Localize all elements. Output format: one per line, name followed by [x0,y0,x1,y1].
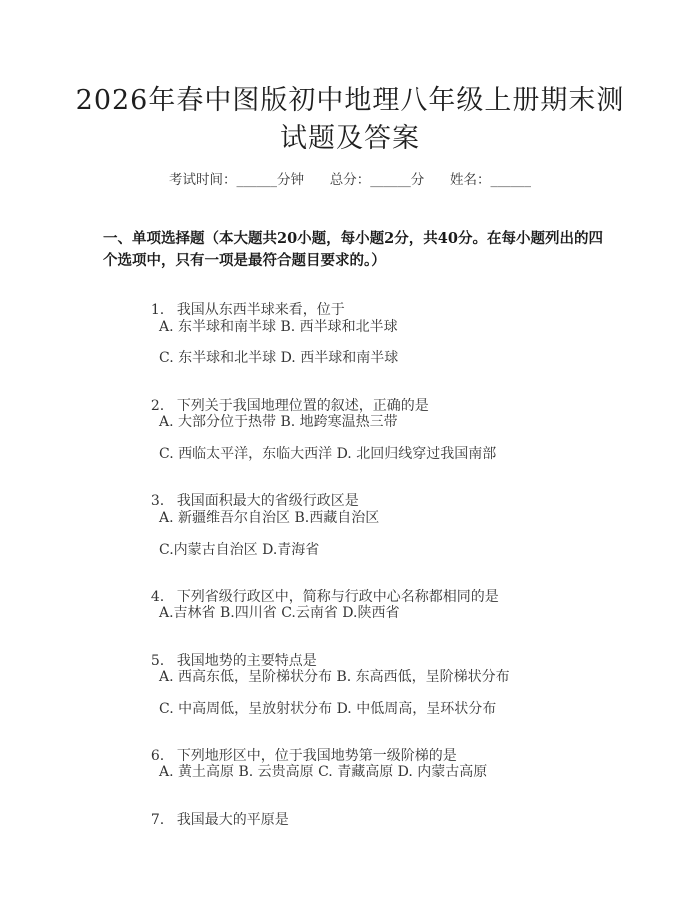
exam-info-line: 考试时间：______分钟 总分：______分 姓名：______ [169,172,531,188]
question-number: 5. [150,653,165,669]
question-3-options-2: C.内蒙古自治区 D.青海省 [159,542,320,558]
question-text: 下列关于我国地理位置的叙述，正确的是 [176,398,429,414]
question-number: 3. [150,493,165,509]
question-4-options-1: A.吉林省 B.四川省 C.云南省 D.陕西省 [159,605,400,621]
question-1-options-1: A. 东半球和南半球 B. 西半球和北半球 [159,319,398,335]
question-2-options-2: C. 西临太平洋，东临大西洋 D. 北回归线穿过我国南部 [159,446,497,462]
question-number: 4. [150,589,165,605]
question-text: 下列地形区中，位于我国地势第一级阶梯的是 [176,748,457,764]
question-number: 6. [150,748,165,764]
section-heading-line-1: 一、单项选择题（本大题共20小题，每小题2分，共40分。在每小题列出的四 [103,230,603,247]
question-3-options-1: A. 新疆维吾尔自治区 B.西藏自治区 [159,510,380,526]
question-2-options-1: A. 大部分位于热带 B. 地跨寒温热三带 [159,414,398,430]
question-number: 1. [150,302,165,318]
question-text: 我国地势的主要特点是 [176,653,317,669]
section-heading-line-2: 个选项中，只有一项是最符合题目要求的。） [103,252,386,269]
question-text: 下列省级行政区中，简称与行政中心名称都相同的是 [176,589,499,605]
question-number: 7. [150,812,165,828]
exam-title-line-2: 试题及答案 [280,123,420,154]
question-5-options-1: A. 西高东低，呈阶梯状分布 B. 东高西低，呈阶梯状分布 [159,669,510,685]
exam-title-line-1: 2026年春中图版初中地理八年级上册期末测 [75,85,625,116]
question-1-options-2: C. 东半球和北半球 D. 西半球和南半球 [159,350,399,366]
question-text: 我国从东西半球来看，位于 [176,302,345,318]
question-7 [133,793,289,845]
question-text: 我国最大的平原是 [176,812,289,828]
question-5-options-2: C. 中高周低，呈放射状分布 D. 中低周高，呈环状分布 [159,701,497,717]
question-6-options-1: A. 黄土高原 B. 云贵高原 C. 青藏高原 D. 内蒙古高原 [159,764,488,780]
question-number: 2. [150,398,165,414]
question-text: 我国面积最大的省级行政区是 [176,493,359,509]
